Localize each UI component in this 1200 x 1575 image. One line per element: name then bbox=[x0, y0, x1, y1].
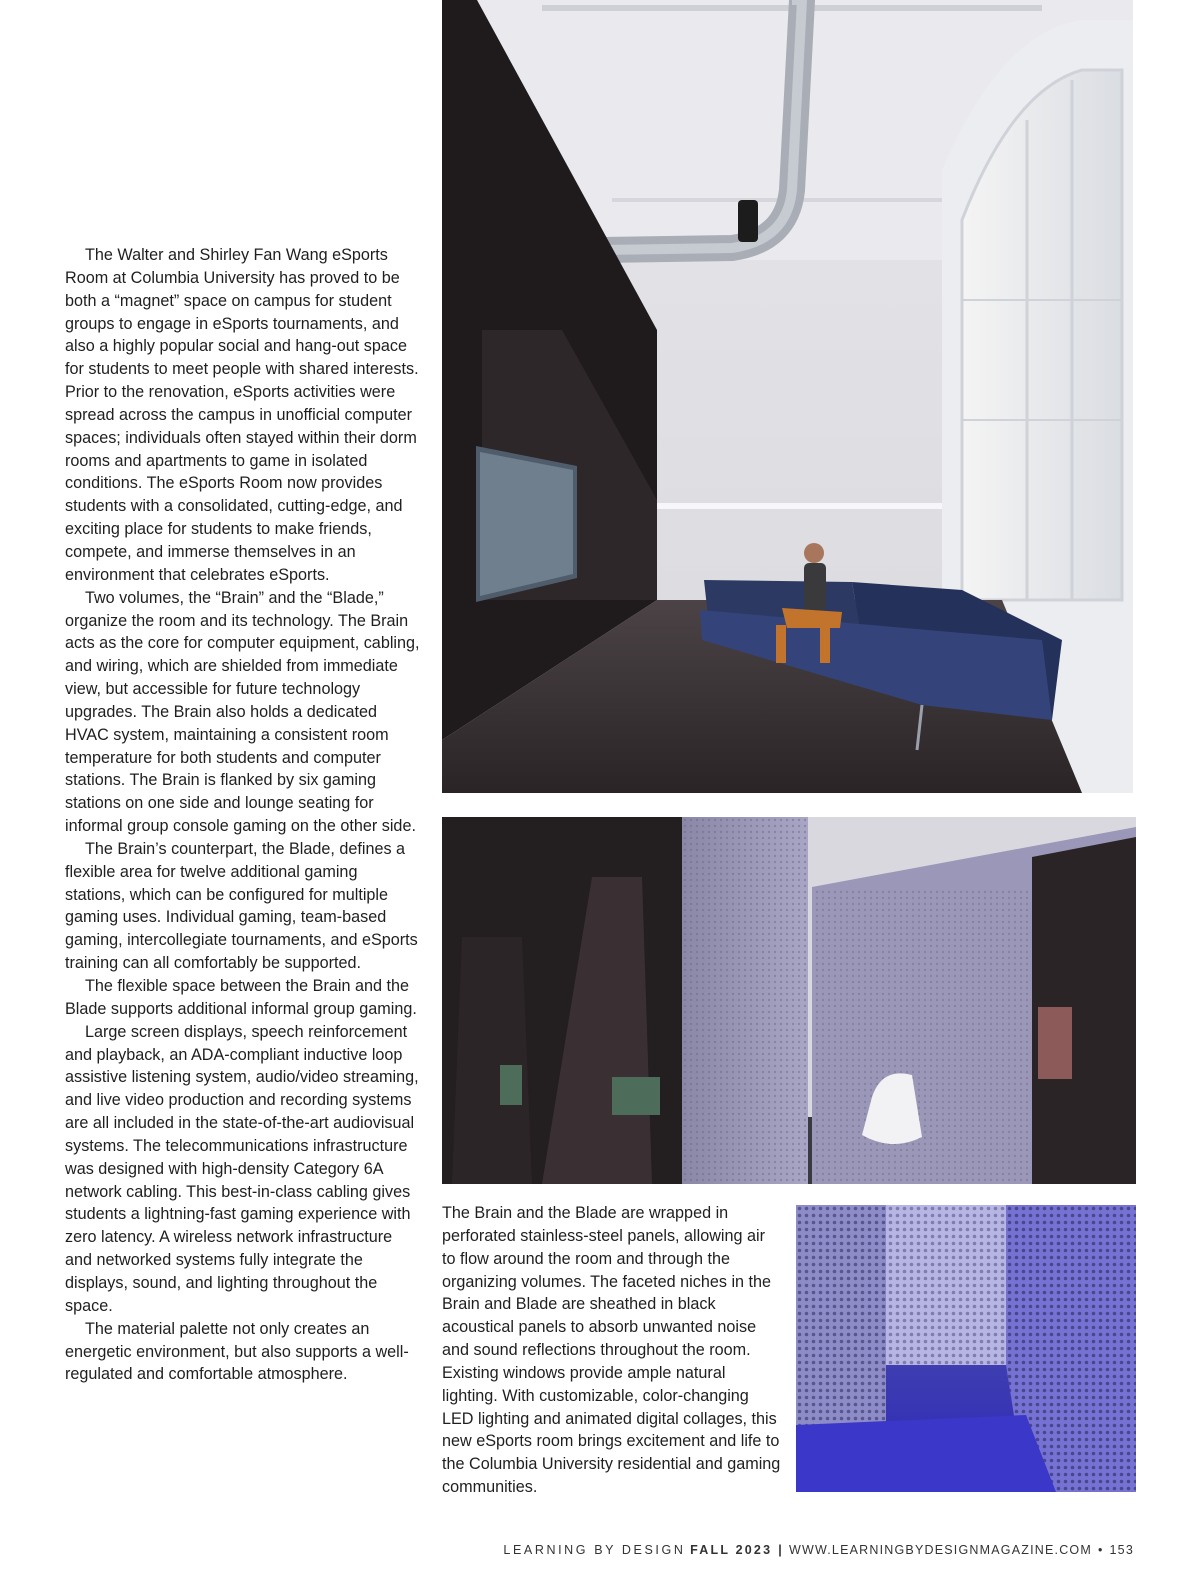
footer-bullet: • bbox=[1097, 1543, 1104, 1557]
website-url: WWW.LEARNINGBYDESIGNMAGAZINE.COM bbox=[788, 1543, 1092, 1557]
brain-blade-illustration bbox=[442, 817, 1136, 1184]
article-paragraph: The Brain’s counterpart, the Blade, defines a flexible area for twelve additional gaming stations, which can be configured for multiple gaming uses. Individual gaming, team-based gaming, intercollegiate tournaments, and eSports training can all comfortably be supported. bbox=[65, 839, 418, 973]
lounge-photo bbox=[442, 0, 1133, 793]
photo-caption: The Brain and the Blade are wrapped in perforated stainless-steel panels, allowing air to flow around the room and through the organizing volumes. The faceted niches in the Brain and Blade are sheathed in black acoustical panels to absorb unwanted noise and sound reflections throughout the room. Existing windows provide ample natural lighting. With customizable, color-changing LED lighting and animated digital collages, this new eSports room brings excitement and life to the Columbia University residential and gaming communities. bbox=[442, 1204, 781, 1497]
article-body bbox=[65, 244, 421, 1386]
footer-separator: | bbox=[778, 1543, 783, 1557]
page-number: 153 bbox=[1109, 1543, 1134, 1557]
article-paragraph: The material palette not only creates an energetic environment, but also supports a well-regulated and comfortable atmosphere. bbox=[65, 1319, 409, 1384]
lounge-illustration bbox=[442, 0, 1133, 793]
magazine-name: LEARNING BY DESIGN bbox=[503, 1543, 686, 1557]
article-paragraph: Large screen displays, speech reinforcement and playback, an ADA-compliant inductive loop assistive listening system, audio/video streaming, and live video production and recording systems are all included in the state-of-the-art audiovisual systems. The telecommunications infrastructure was designed with high-density Category 6A network cabling. This best-in-class cabling gives students a lightning-fast gaming experience with zero latency. A wireless network infrastructure and networked systems fully integrate the displays, sound, and lighting throughout the space. bbox=[65, 1022, 419, 1315]
article-paragraph: The Walter and Shirley Fan Wang eSports Room at Columbia University has proved to be both a “magnet” space on campus for student groups to engage in eSports tournaments, and also a highly popular social and hang-out space for students to meet people with shared interests. Prior to the renovation, eSports activities were spread across the campus in unofficial computer spaces; individuals often stayed within their dorm rooms and apartments to game in isolated conditions. The eSports Room now provides students with a consolidated, cutting-edge, and exciting place for students to make friends, compete, and immerse themselves in an environment that celebrates eSports. bbox=[65, 246, 419, 584]
issue-label: FALL 2023 bbox=[690, 1543, 773, 1557]
perforated-panels-photo bbox=[796, 1205, 1136, 1492]
perforated-panels-illustration bbox=[796, 1205, 1136, 1492]
page-footer bbox=[503, 1543, 1134, 1557]
brain-blade-photo bbox=[442, 817, 1136, 1184]
article-paragraph: The flexible space between the Brain and the Blade supports additional informal group gaming. bbox=[65, 977, 417, 1018]
article-paragraph: Two volumes, the “Brain” and the “Blade,” organize the room and its technology. The Brain acts as the core for computer equipment, cabling, and wiring, which are shielded from immediate view, but accessible for future technology upgrades. The Brain also holds a dedicated HVAC system, maintaining a consistent room temperature for both students and computer stations. The Brain is flanked by six gaming stations on one side and lounge seating for informal group console gaming on the other side. bbox=[65, 588, 420, 836]
